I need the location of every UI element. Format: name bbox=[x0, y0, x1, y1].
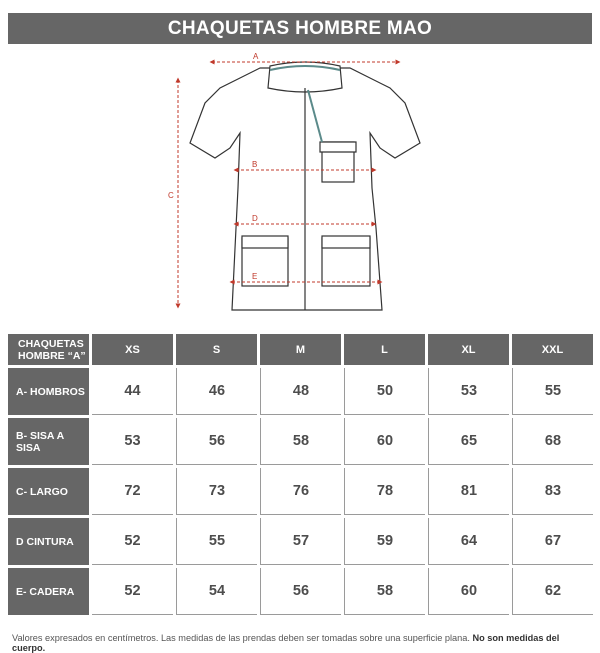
table-row bbox=[8, 418, 593, 465]
table-cell: 55 bbox=[176, 518, 257, 565]
table-row bbox=[8, 368, 593, 415]
row-label: C- LARGO bbox=[8, 468, 89, 515]
table-cell: 53 bbox=[428, 368, 509, 415]
size-header-l: L bbox=[344, 334, 425, 365]
size-header-xl: XL bbox=[428, 334, 509, 365]
page-title: CHAQUETAS HOMBRE MAO bbox=[8, 13, 592, 44]
table-cell: 67 bbox=[512, 518, 593, 565]
table-cell: 46 bbox=[176, 368, 257, 415]
table-cell: 83 bbox=[512, 468, 593, 515]
label-a: A bbox=[253, 52, 259, 61]
table-cell: 53 bbox=[92, 418, 173, 465]
size-table bbox=[5, 331, 596, 618]
table-cell: 55 bbox=[512, 368, 593, 415]
table-cell: 50 bbox=[344, 368, 425, 415]
label-e: E bbox=[252, 272, 258, 281]
table-cell: 57 bbox=[260, 518, 341, 565]
table-corner-header: CHAQUETAS HOMBRE “A” bbox=[8, 334, 89, 365]
label-d: D bbox=[252, 214, 258, 223]
table-cell: 44 bbox=[92, 368, 173, 415]
table-cell: 56 bbox=[260, 568, 341, 615]
table-cell: 68 bbox=[512, 418, 593, 465]
table-cell: 48 bbox=[260, 368, 341, 415]
jacket-diagram bbox=[0, 48, 600, 323]
row-label: D CINTURA bbox=[8, 518, 89, 565]
table-cell: 54 bbox=[176, 568, 257, 615]
table-cell: 52 bbox=[92, 518, 173, 565]
table-cell: 81 bbox=[428, 468, 509, 515]
row-label: A- HOMBROS bbox=[8, 368, 89, 415]
table-cell: 65 bbox=[428, 418, 509, 465]
table-cell: 62 bbox=[512, 568, 593, 615]
table-cell: 59 bbox=[344, 518, 425, 565]
table-cell: 64 bbox=[428, 518, 509, 565]
table-row bbox=[8, 468, 593, 515]
size-header-xxl: XXL bbox=[512, 334, 593, 365]
table-row bbox=[8, 568, 593, 615]
table-cell: 73 bbox=[176, 468, 257, 515]
table-cell: 78 bbox=[344, 468, 425, 515]
table-cell: 56 bbox=[176, 418, 257, 465]
table-cell: 58 bbox=[344, 568, 425, 615]
table-row bbox=[8, 518, 593, 565]
table-cell: 52 bbox=[92, 568, 173, 615]
label-b: B bbox=[252, 160, 258, 169]
row-label: B- SISA A SISA bbox=[8, 418, 89, 465]
table-cell: 76 bbox=[260, 468, 341, 515]
jacket-outline bbox=[190, 62, 420, 310]
table-cell: 60 bbox=[428, 568, 509, 615]
table-cell: 58 bbox=[260, 418, 341, 465]
size-header-s: S bbox=[176, 334, 257, 365]
footnote: Valores expresados en centímetros. Las medidas de las prendas deben ser tomadas sobre una superficie plana. No son medidas del cuerpo. bbox=[12, 633, 560, 653]
table-cell: 60 bbox=[344, 418, 425, 465]
size-header-m: M bbox=[260, 334, 341, 365]
size-header-xs: XS bbox=[92, 334, 173, 365]
table-cell: 72 bbox=[92, 468, 173, 515]
label-c: C bbox=[168, 191, 174, 200]
row-label: E- CADERA bbox=[8, 568, 89, 615]
